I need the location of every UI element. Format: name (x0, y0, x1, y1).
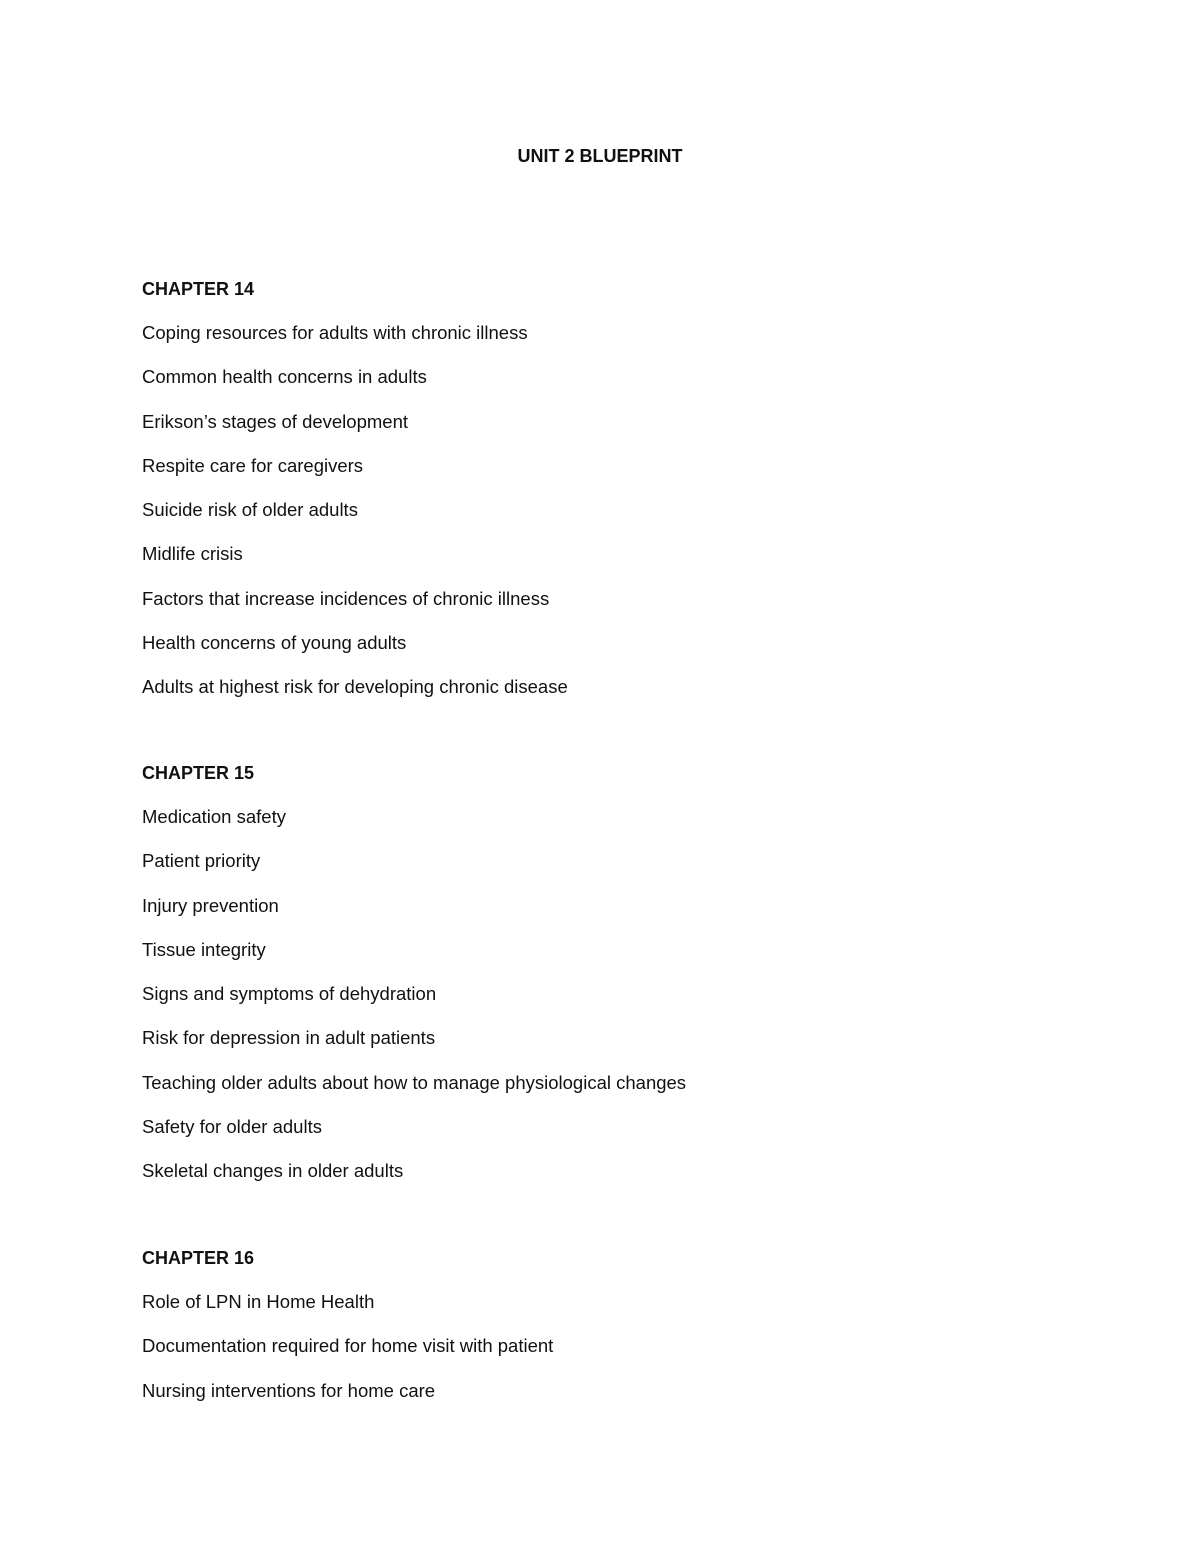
chapter-heading: CHAPTER 15 (142, 763, 255, 783)
list-item: Risk for depression in adult patients (142, 1027, 436, 1049)
list-item: Teaching older adults about how to manage physiological changes (142, 1071, 687, 1093)
list-item: Patient priority (142, 850, 261, 872)
topic-list (142, 805, 1042, 1183)
list-item: Factors that increase incidences of chronic illness (142, 587, 550, 609)
chapter-heading: CHAPTER 14 (142, 279, 255, 299)
chapter-16-section (142, 1246, 1042, 1423)
list-item: Role of LPN in Home Health (142, 1291, 375, 1312)
list-item: Respite care for caregivers (142, 454, 364, 476)
list-item: Skeletal changes in older adults (142, 1160, 404, 1182)
list-item: Common health concerns in adults (142, 366, 427, 388)
list-item: Suicide risk of older adults (142, 499, 358, 521)
list-item: Health concerns of young adults (142, 632, 407, 654)
list-item: Injury prevention (142, 894, 279, 916)
list-item: Nursing interventions for home care (142, 1379, 436, 1401)
topic-list (142, 321, 1042, 699)
list-item: Tissue integrity (142, 938, 266, 960)
list-item: Erikson’s stages of development (142, 410, 409, 432)
topic-list (142, 1290, 1042, 1403)
list-item: Midlife crisis (142, 543, 243, 565)
chapter-14-section (142, 277, 1042, 720)
list-item: Documentation required for home visit with patient (142, 1335, 554, 1357)
list-item: Safety for older adults (142, 1116, 322, 1138)
chapter-heading: CHAPTER 16 (142, 1248, 255, 1268)
list-item: Adults at highest risk for developing chronic disease (142, 676, 568, 698)
list-item: Medication safety (142, 806, 286, 827)
list-item: Signs and symptoms of dehydration (142, 983, 437, 1005)
chapter-15-section (142, 761, 1042, 1204)
document-title: UNIT 2 BLUEPRINT (517, 146, 683, 166)
list-item: Coping resources for adults with chronic illness (142, 322, 528, 343)
